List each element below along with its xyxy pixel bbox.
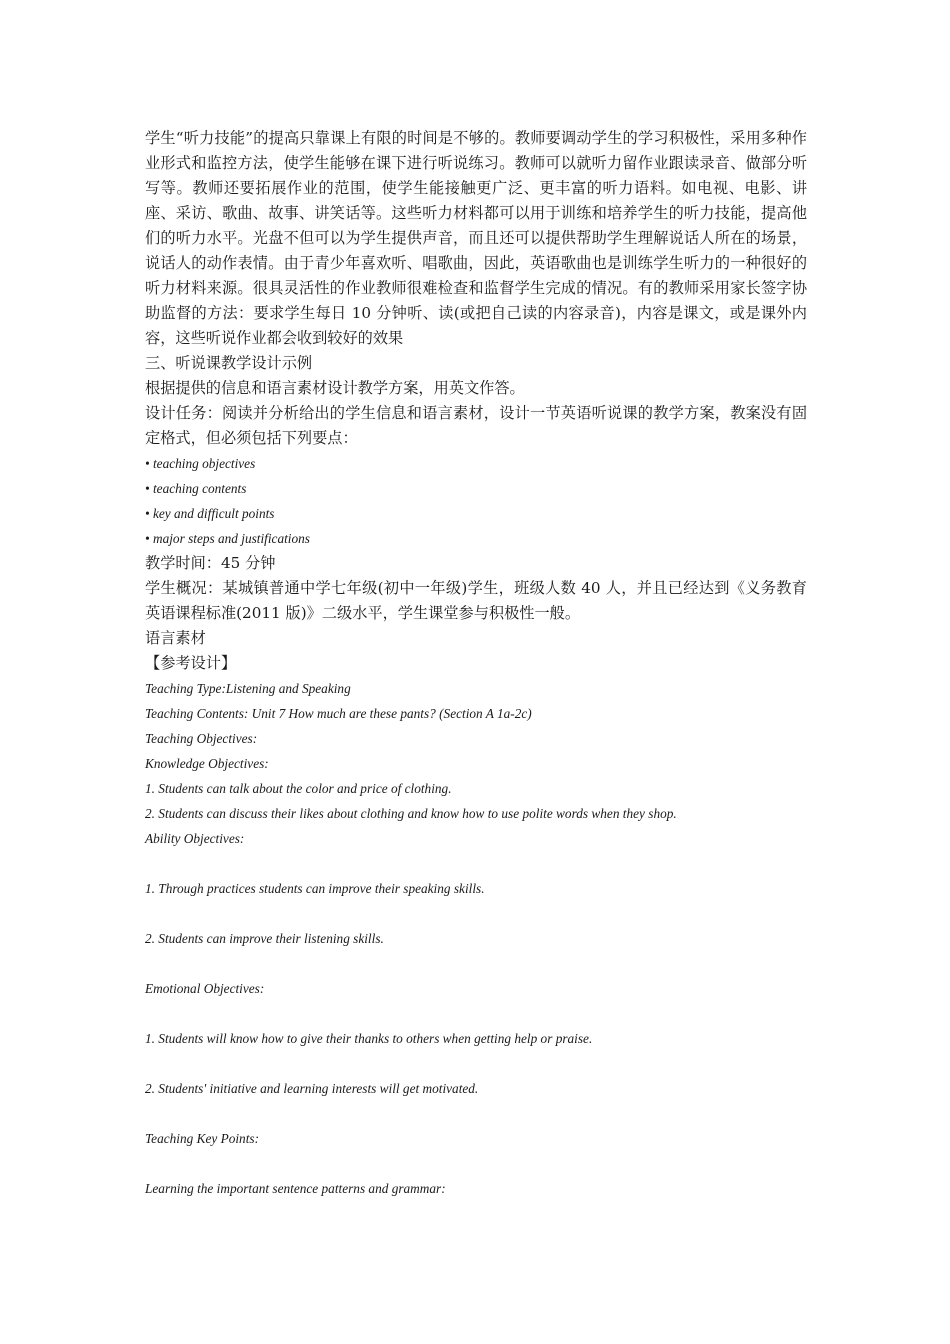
spacer <box>145 901 807 926</box>
teaching-contents: Teaching Contents: Unit 7 How much are these pants? (Section A 1a-2c) <box>145 706 532 721</box>
knowledge-objectives-heading: Knowledge Objectives: <box>145 756 269 771</box>
document-page <box>145 126 807 1201</box>
teaching-type: Teaching Type:Listening and Speaking <box>145 681 351 696</box>
ability-objective-1: 1. Through practices students can improve their speaking skills. <box>145 881 485 896</box>
spacer <box>145 851 807 876</box>
bullet-teaching-objectives: • teaching objectives <box>145 456 256 471</box>
emotional-objective-1: 1. Students will know how to give their thanks to others when getting help or praise. <box>145 1031 593 1046</box>
ability-objective-2: 2. Students can improve their listening skills. <box>145 931 384 946</box>
task-text: 设计任务：阅读并分析给出的学生信息和语言素材，设计一节英语听说课的教学方案，教案没有固定格式，但必须包括下列要点： <box>145 404 807 447</box>
knowledge-objective-1: 1. Students can talk about the color and price of clothing. <box>145 781 452 796</box>
spacer <box>145 1101 807 1126</box>
reference-design-heading: 【参考设计】 <box>145 654 237 672</box>
ability-objectives-heading: Ability Objectives: <box>145 831 245 846</box>
emotional-objective-2: 2. Students' initiative and learning interests will get motivated. <box>145 1081 479 1096</box>
knowledge-objective-2: 2. Students can discuss their likes about clothing and know how to use polite words when they shop. <box>145 806 677 821</box>
emotional-objectives-heading: Emotional Objectives: <box>145 981 265 996</box>
language-material-heading: 语言素材 <box>145 629 206 647</box>
section-heading: 三、听说课教学设计示例 <box>145 354 313 372</box>
teaching-objectives-heading: Teaching Objectives: <box>145 731 258 746</box>
instruction-text: 根据提供的信息和语言素材设计教学方案，用英文作答。 <box>145 379 525 397</box>
bullet-teaching-contents: • teaching contents <box>145 481 247 496</box>
bullet-key-points: • key and difficult points <box>145 506 275 521</box>
teaching-key-points-heading: Teaching Key Points: <box>145 1131 259 1146</box>
bullet-major-steps: • major steps and justifications <box>145 531 310 546</box>
spacer <box>145 1151 807 1176</box>
teaching-time: 教学时间：45 分钟 <box>145 554 276 572</box>
spacer <box>145 1001 807 1026</box>
spacer <box>145 951 807 976</box>
student-profile: 学生概况：某城镇普通中学七年级(初中一年级)学生，班级人数 40 人，并且已经达到《义务教育英语课程标准(2011 版)》二级水平，学生课堂参与积极性一般。 <box>145 579 807 622</box>
spacer <box>145 1051 807 1076</box>
learning-patterns-line: Learning the important sentence patterns and grammar: <box>145 1181 446 1196</box>
intro-paragraph: 学生“听力技能”的提高只靠课上有限的时间是不够的。教师要调动学生的学习积极性，采用多种作业形式和监控方法，使学生能够在课下进行听说练习。教师可以就听力留作业跟读录音、做部分听写等。教师还要拓展作业的范围，使学生能接触更广泛、更丰富的听力语料。如电视、电影、讲座、采访、歌曲、故事、讲笑话等。这些听力材料都可以用于训练和培养学生的听力技能，提高他们的听力水平。光盘不但可以为学生提供声音，而且还可以提供帮助学生理解说话人所在的场景，说话人的动作表情。由于青少年喜欢听、唱歌曲，因此，英语歌曲也是训练学生听力的一种很好的听力材料来源。很具灵活性的作业教师很难检查和监督学生完成的情况。有的教师采用家长签字协助监督的方法：要求学生每日 10 分钟听、读(或把自己读的内容录音)，内容是课文，或是课外内容，这些听说作业都会收到较好的效果 <box>145 129 807 347</box>
